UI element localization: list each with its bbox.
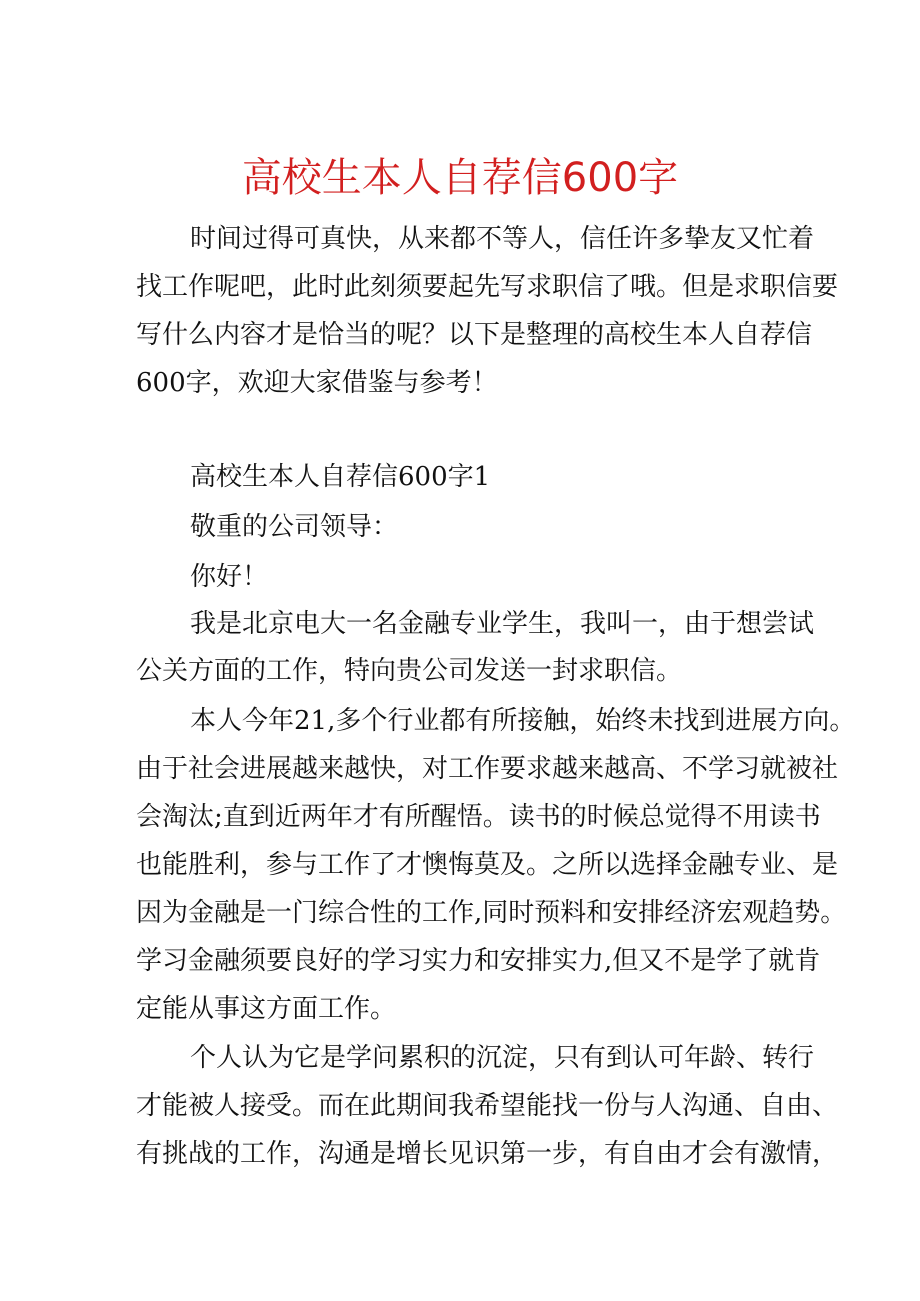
- section-heading: 高校生本人自荐信600字1: [190, 462, 491, 492]
- body-line: 会淘汰;直到近两年才有所醒悟。读书的时候总觉得不用读书: [136, 802, 821, 832]
- body-line: 由于社会进展越来越快，对工作要求越来越高、不学习就被社: [136, 754, 839, 784]
- body-line: 个人认为它是学问累积的沉淀，只有到认可年龄、转行: [190, 1043, 815, 1073]
- salutation: 敬重的公司领导：: [190, 512, 399, 542]
- body-line: 找工作呢吧，此时此刻须要起先写求职信了哦。但是求职信要: [136, 272, 839, 302]
- body-line: 学习金融须要良好的学习实力和安排实力,但又不是学了就肯: [136, 946, 821, 976]
- body-line: 本人今年21,多个行业都有所接触，始终未找到进展方向。: [190, 706, 856, 736]
- body-line: 才能被人接受。而在此期间我希望能找一份与人沟通、自由、: [136, 1091, 839, 1121]
- body-line: 公关方面的工作，特向贵公司发送一封求职信。: [136, 656, 683, 686]
- greeting: 你好！: [190, 562, 269, 592]
- body-line: 因为金融是一门综合性的工作,同时预料和安排经济宏观趋势。: [136, 898, 847, 928]
- body-line: 写什么内容才是恰当的呢？以下是整理的高校生本人自荐信: [136, 320, 813, 350]
- body-line: 时间过得可真快，从来都不等人，信任许多挚友又忙着: [190, 224, 815, 254]
- body-line: 有挑战的工作，沟通是增长见识第一步，有自由才会有激情，: [136, 1139, 839, 1169]
- body-line: 也能胜利，参与工作了才懊悔莫及。之所以选择金融专业、是: [136, 850, 839, 880]
- body-line: 我是北京电大一名金融专业学生，我叫一，由于想尝试: [190, 609, 815, 639]
- body-line: 定能从事这方面工作。: [136, 994, 397, 1024]
- body-line: 600字，欢迎大家借鉴与参考！: [136, 368, 498, 398]
- document-title: 高校生本人自荐信600字: [241, 155, 679, 201]
